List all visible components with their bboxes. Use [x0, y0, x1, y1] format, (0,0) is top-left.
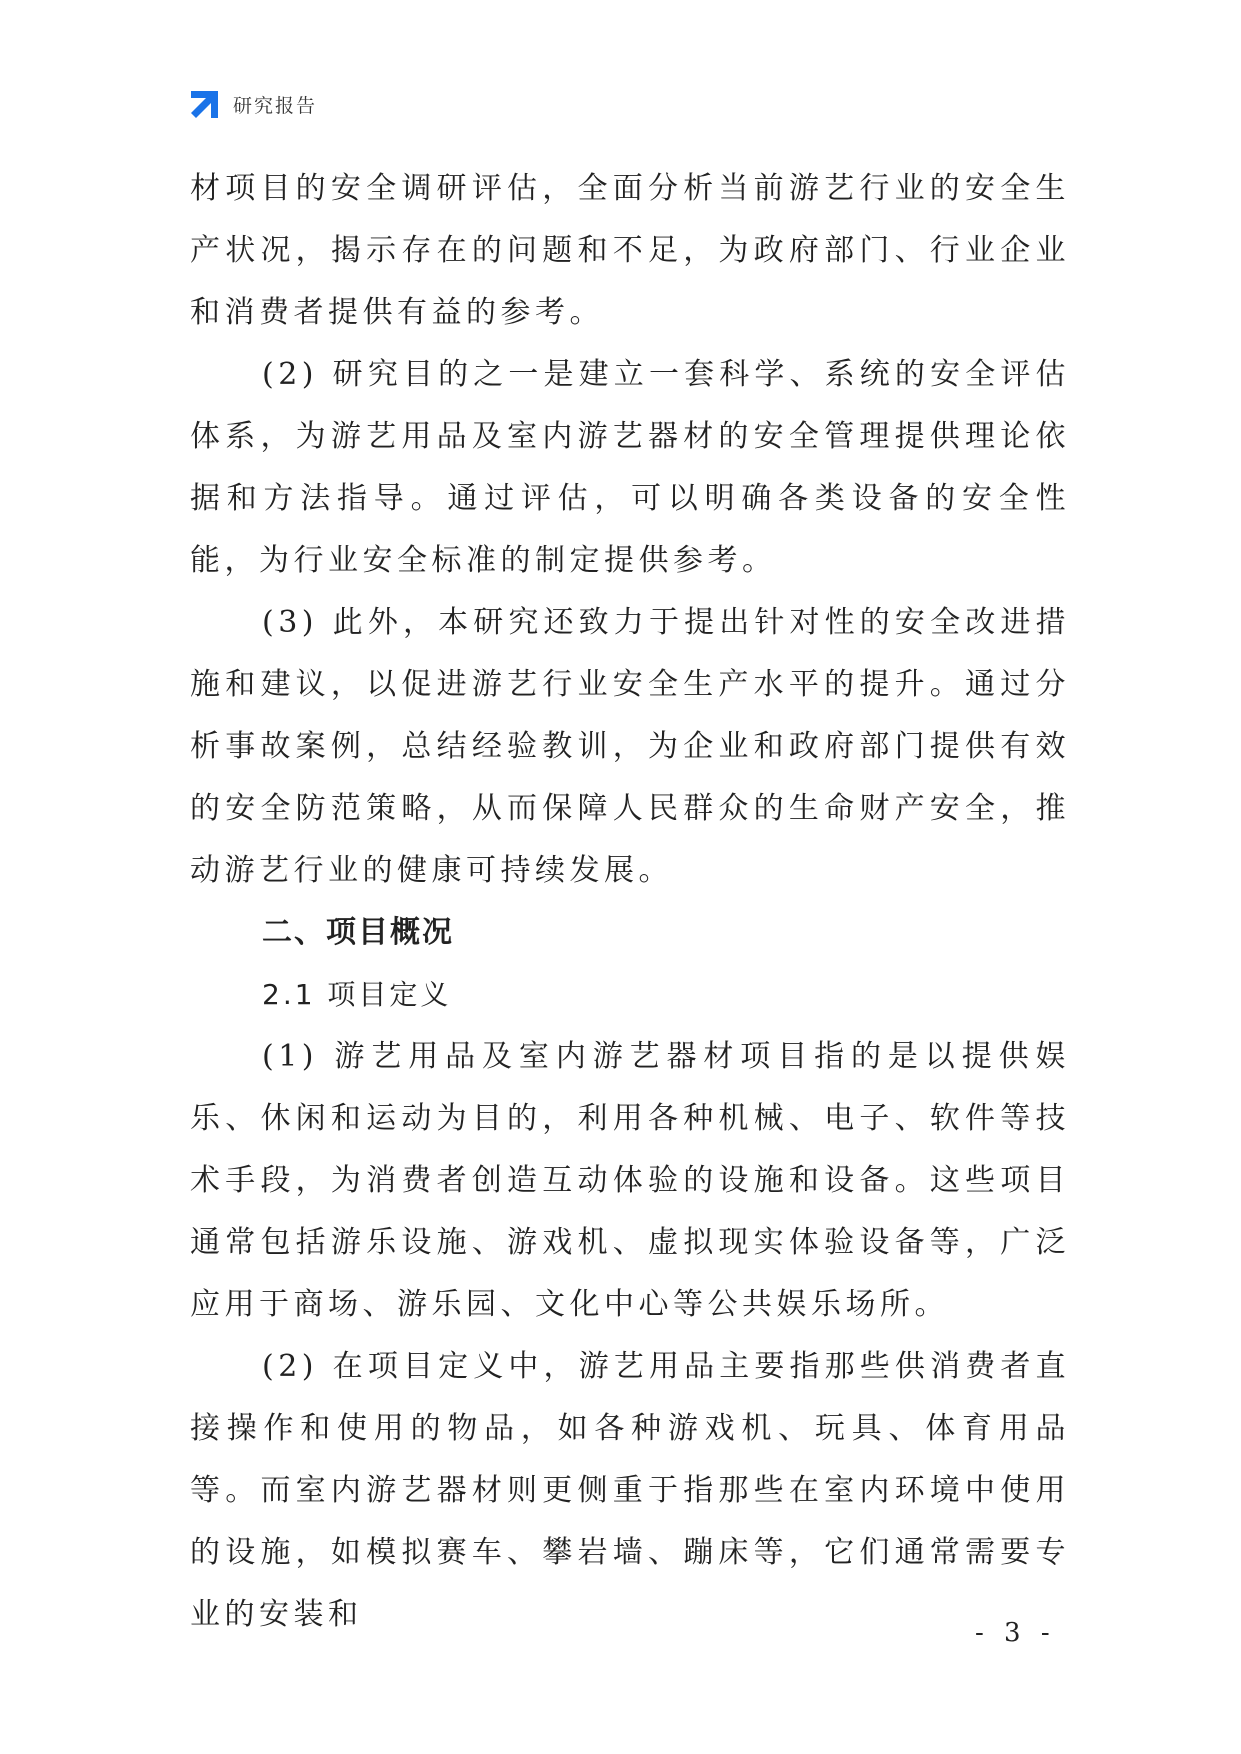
- document-header: [188, 86, 317, 122]
- section-heading: 二、项目概况: [262, 915, 454, 950]
- header-title: 研究报告: [233, 94, 318, 117]
- paragraph: (2) 研究目的之一是建立一套科学、系统的安全评估体系，为游艺用品及室内游艺器材的安全管理提供理论依据和方法指导。通过评估，可以明确各类设备的安全性能，为行业安全标准的制定提供参考。: [190, 357, 1070, 578]
- subsection-heading: 2.1 项目定义: [262, 978, 452, 1011]
- paragraph: 材项目的安全调研评估，全面分析当前游艺行业的安全生产状况，揭示存在的问题和不足，为政府部门、行业企业和消费者提供有益的参考。: [190, 171, 1070, 330]
- paragraph: (3) 此外，本研究还致力于提出针对性的安全改进措施和建议，以促进游艺行业安全生产水平的提升。通过分析事故案例，总结经验教训，为企业和政府部门提供有效的安全防范策略，从而保障人民群众的生命财产安全，推动游艺行业的健康可持续发展。: [190, 605, 1070, 888]
- logo-arrow-icon: [188, 88, 221, 121]
- page-number: - 3 -: [975, 1618, 1056, 1648]
- paragraph: (2) 在项目定义中，游艺用品主要指那些供消费者直接操作和使用的物品，如各种游戏机、玩具、体育用品等。而室内游艺器材则更侧重于指那些在室内环境中使用的设施，如模拟赛车、攀岩墙、蹦床等，它们通常需要专业的安装和: [190, 1349, 1070, 1632]
- document-body: [190, 158, 1070, 1646]
- paragraph: (1) 游艺用品及室内游艺器材项目指的是以提供娱乐、休闲和运动为目的，利用各种机械、电子、软件等技术手段，为消费者创造互动体验的设施和设备。这些项目通常包括游乐设施、游戏机、虚拟现实体验设备等，广泛应用于商场、游乐园、文化中心等公共娱乐场所。: [190, 1039, 1070, 1322]
